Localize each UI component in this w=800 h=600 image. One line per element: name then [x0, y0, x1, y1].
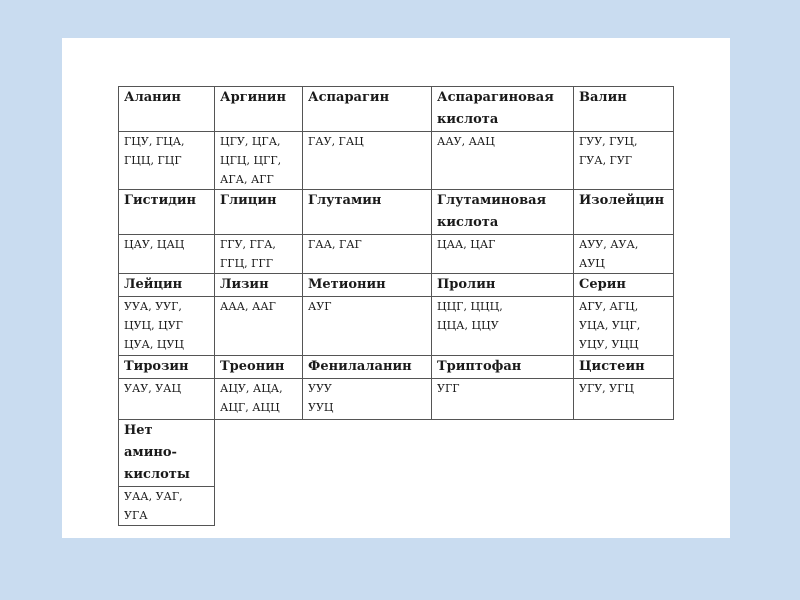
amino-acid-name: Треонин: [215, 356, 303, 379]
amino-acid-name: Гистидин: [119, 190, 215, 235]
table-row: [119, 297, 674, 356]
table-row: [119, 235, 674, 274]
amino-acid-name: Фенилаланин: [303, 356, 432, 379]
empty-cell: [215, 420, 674, 487]
codon-list: ГЦУ, ГЦА, ГЦЦ, ГЦГ: [119, 132, 215, 190]
table-row: [119, 487, 674, 526]
codon-list: ГГУ, ГГА, ГГЦ, ГГГ: [215, 235, 303, 274]
codon-list: УАУ, УАЦ: [119, 379, 215, 420]
codon-list: УУУ УУЦ: [303, 379, 432, 420]
amino-acid-name: Аргинин: [215, 87, 303, 132]
amino-acid-name: Изолейцин: [574, 190, 674, 235]
codon-list: УАА, УАГ, УГА: [119, 487, 215, 526]
empty-cell: [215, 487, 674, 526]
table-row: [119, 379, 674, 420]
amino-acid-name: Пролин: [432, 274, 574, 297]
codon-list: ЦАУ, ЦАЦ: [119, 235, 215, 274]
amino-acid-name: Лейцин: [119, 274, 215, 297]
codon-list: ГУУ, ГУЦ, ГУА, ГУГ: [574, 132, 674, 190]
amino-acid-name: Глицин: [215, 190, 303, 235]
codon-list: АГУ, АГЦ, УЦА, УЦГ, УЦУ, УЦЦ: [574, 297, 674, 356]
amino-acid-name: Метионин: [303, 274, 432, 297]
amino-acid-name: Аланин: [119, 87, 215, 132]
slide: [62, 38, 730, 538]
codon-list: ЦЦГ, ЦЦЦ, ЦЦА, ЦЦУ: [432, 297, 574, 356]
table-row: [119, 190, 674, 235]
table-row: [119, 420, 674, 487]
codon-list: ЦГУ, ЦГА, ЦГЦ, ЦГГ, АГА, АГГ: [215, 132, 303, 190]
codon-list: УГГ: [432, 379, 574, 420]
codon-list: УУА, УУГ, ЦУЦ, ЦУГ ЦУА, ЦУЦ: [119, 297, 215, 356]
table-row: [119, 274, 674, 297]
amino-acid-name: Валин: [574, 87, 674, 132]
amino-acid-name: Цистеин: [574, 356, 674, 379]
codon-list: УГУ, УГЦ: [574, 379, 674, 420]
amino-acid-name: Лизин: [215, 274, 303, 297]
codon-list: ААА, ААГ: [215, 297, 303, 356]
table-row: [119, 356, 674, 379]
codon-list: ГАА, ГАГ: [303, 235, 432, 274]
codon-list: АЦУ, АЦА, АЦГ, АЦЦ: [215, 379, 303, 420]
codon-list: АУГ: [303, 297, 432, 356]
amino-acid-name: Тирозин: [119, 356, 215, 379]
amino-acid-name: Нет амино- кислоты: [119, 420, 215, 487]
codon-list: АУУ, АУА, АУЦ: [574, 235, 674, 274]
table-row: [119, 132, 674, 190]
codon-table: [118, 86, 674, 526]
amino-acid-name: Аспарагиновая кислота: [432, 87, 574, 132]
table-row: [119, 87, 674, 132]
amino-acid-name: Глутаминовая кислота: [432, 190, 574, 235]
amino-acid-name: Серин: [574, 274, 674, 297]
codon-list: ГАУ, ГАЦ: [303, 132, 432, 190]
codon-list: ЦАА, ЦАГ: [432, 235, 574, 274]
amino-acid-name: Триптофан: [432, 356, 574, 379]
codon-list: ААУ, ААЦ: [432, 132, 574, 190]
amino-acid-name: Аспарагин: [303, 87, 432, 132]
amino-acid-name: Глутамин: [303, 190, 432, 235]
